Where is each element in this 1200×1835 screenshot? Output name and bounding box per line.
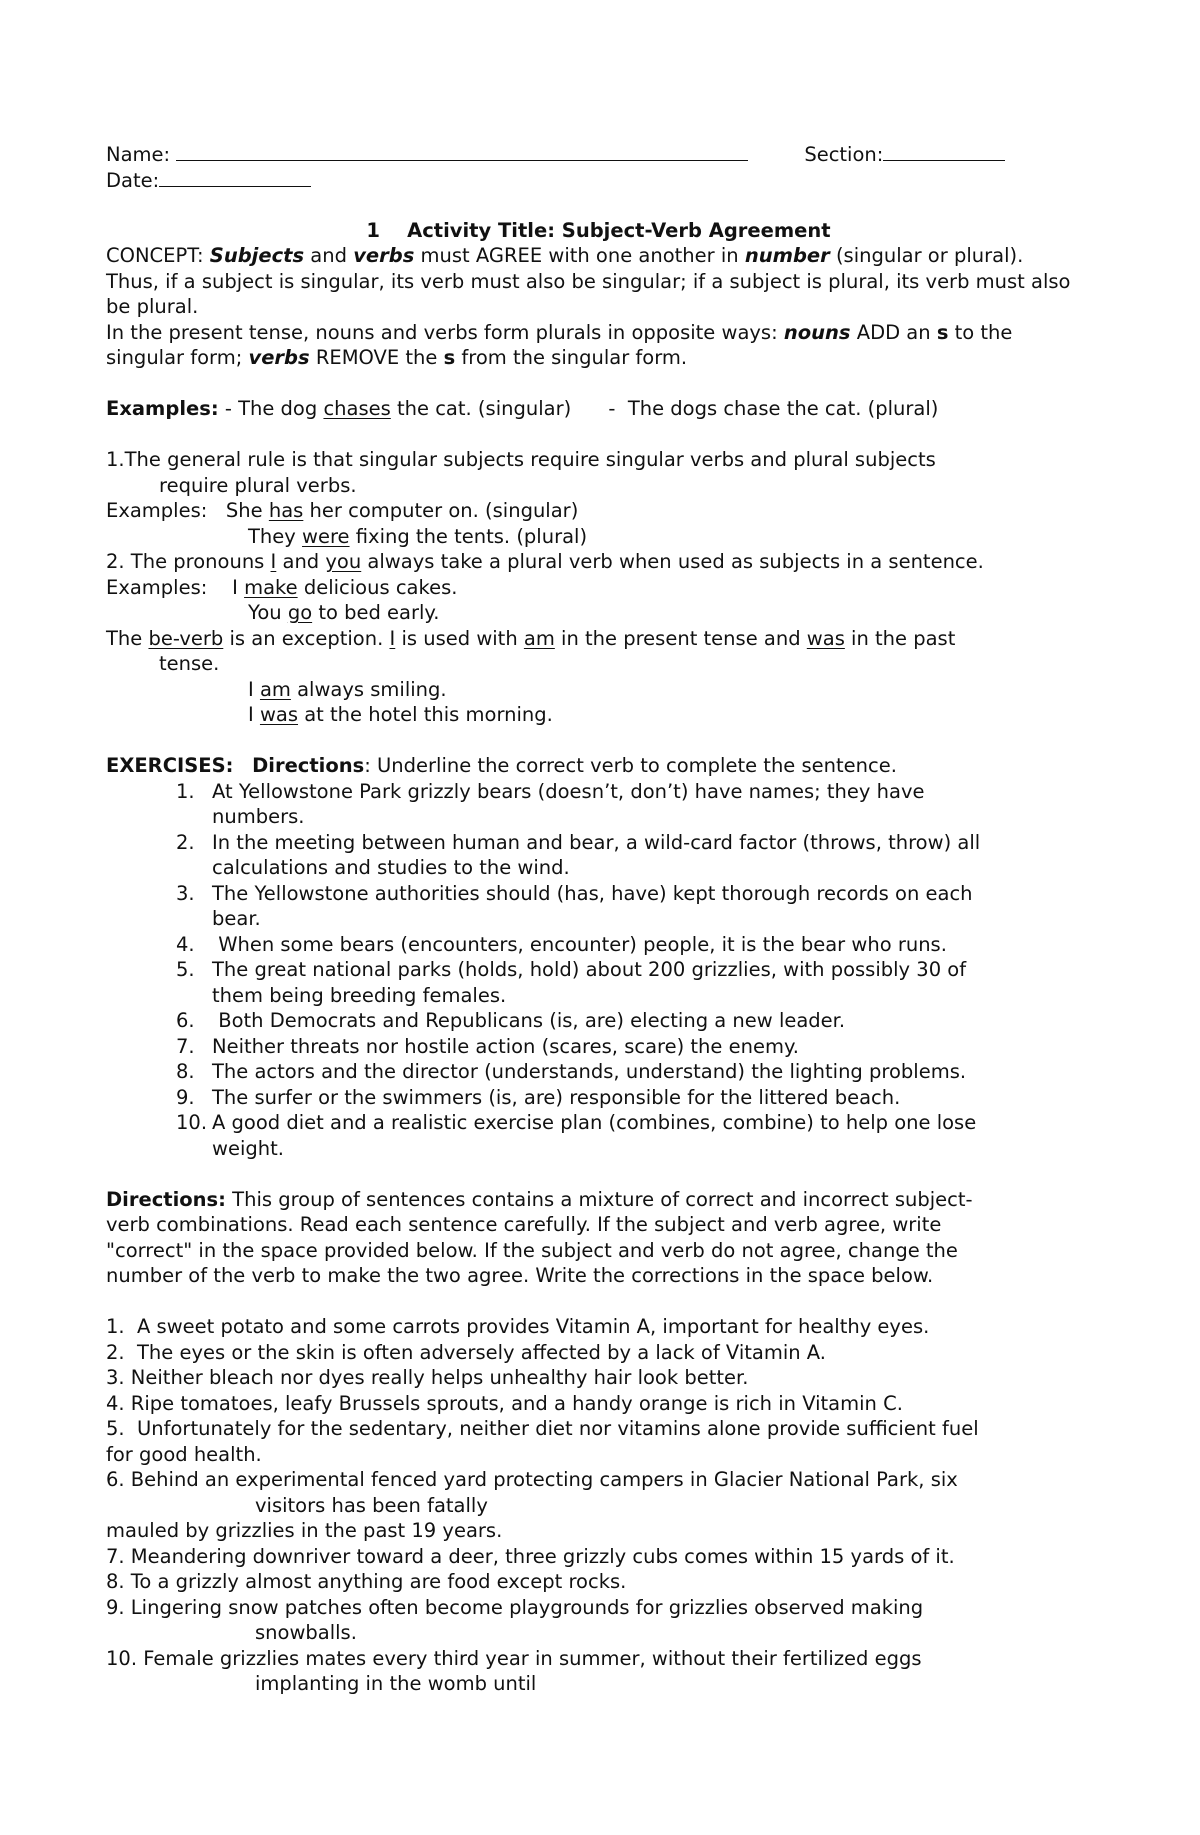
rule-text: in the past xyxy=(844,626,956,650)
rule-text: and xyxy=(276,550,326,573)
rule1-example xyxy=(106,498,1091,524)
sentence-item: 9. Lingering snow patches often become playgrounds for grizzlies observed making xyxy=(106,1595,924,1619)
section-label: Section: xyxy=(804,143,884,166)
exercise-number: 2. xyxy=(176,830,195,854)
directions2-label: Directions: xyxy=(106,1187,226,1211)
name-label: Name: xyxy=(106,143,171,166)
exercise-item xyxy=(106,881,1091,932)
title-number: 1 xyxy=(366,218,380,242)
example-text: always smiling. xyxy=(290,677,447,701)
rule-text: is an exception. xyxy=(223,626,390,650)
concept-text: and xyxy=(304,244,354,267)
sentence-item: 2. The eyes or the skin is often adversely affected by a lack of Vitamin A. xyxy=(106,1340,827,1364)
example-verb: make xyxy=(244,575,298,599)
be-verb-line: tense. xyxy=(159,652,220,675)
rule1-line: 1.The general rule is that singular subjects require singular verbs and plural subjects xyxy=(106,448,936,471)
exercise-text[interactable]: bear. xyxy=(212,907,261,930)
section-blank[interactable] xyxy=(883,141,1005,161)
worksheet-page xyxy=(106,141,1091,1697)
rule2-example xyxy=(106,600,1091,626)
date-label: Date: xyxy=(106,168,160,192)
name-blank[interactable] xyxy=(176,141,748,161)
exercise-text[interactable]: Both Democrats and Republicans (is, are) electing a new leader. xyxy=(212,1009,846,1032)
exercises-label: EXERCISES: xyxy=(106,754,234,777)
exercise-text[interactable]: The great national parks (holds, hold) about 200 grizzlies, with possibly 30 of xyxy=(212,958,967,981)
sentence-item: snowballs. xyxy=(255,1621,357,1644)
exercise-item xyxy=(106,1085,1091,1111)
exercise-text[interactable]: The Yellowstone authorities should (has, have) kept thorough records on each xyxy=(212,881,973,905)
directions2-line: verb combinations. Read each sentence carefully. If the subject and verb agree, write xyxy=(106,1213,942,1236)
example-verb: chases xyxy=(323,397,391,420)
exercise-text[interactable]: At Yellowstone Park grizzly bears (doesn’t, don’t) have names; they have xyxy=(212,779,925,803)
concept-number: number xyxy=(744,244,830,267)
be-verb-line xyxy=(106,626,1091,652)
rule2-example xyxy=(106,575,1091,601)
exercise-item xyxy=(106,1008,1091,1034)
exercise-text[interactable]: Neither threats nor hostile action (scares, scare) the enemy. xyxy=(212,1034,799,1058)
exercise-item xyxy=(106,957,1091,1008)
exercise-item xyxy=(106,1110,1091,1161)
example-verb: was xyxy=(259,703,299,726)
sentence-item: implanting in the womb until xyxy=(255,1672,537,1695)
rule-keyword: I xyxy=(389,626,396,650)
concept-paragraph xyxy=(106,243,1081,320)
exercise-text[interactable]: In the meeting between human and bear, a wild-card factor (throws, throw) all xyxy=(212,830,981,854)
date-row xyxy=(106,167,1091,193)
directions2-line: number of the verb to make the two agree. Write the corrections in the space below. xyxy=(106,1264,934,1287)
sentence-item: for good health. xyxy=(106,1442,262,1466)
date-blank[interactable] xyxy=(159,167,311,187)
exercise-number: 4. xyxy=(176,932,195,956)
rule-keyword: am xyxy=(523,626,555,650)
plural-s: s xyxy=(443,346,456,369)
example-text: fixing the tents. (plural) xyxy=(349,524,588,548)
exercise-number: 5. xyxy=(176,958,195,981)
exercise-number: 6. xyxy=(176,1009,195,1032)
exercise-number: 7. xyxy=(176,1034,195,1058)
exercise-text[interactable]: calculations and studies to the wind. xyxy=(212,856,570,879)
example-text: - The dog xyxy=(218,397,324,420)
example-text: her computer on. (singular) xyxy=(303,499,579,522)
example-text: Examples: She xyxy=(106,499,269,522)
rule-pronoun: I xyxy=(270,550,277,573)
plural-text: REMOVE the xyxy=(309,346,444,369)
example-text: They xyxy=(248,524,303,548)
example-verb: has xyxy=(268,499,304,522)
example-text: Examples: I xyxy=(106,575,245,599)
exercise-number: 9. xyxy=(176,1085,195,1109)
plural-paragraph xyxy=(106,320,1091,371)
exercise-item xyxy=(106,1059,1091,1085)
directions2-line: "correct" in the space provided below. If the subject and verb do not agree, change the xyxy=(106,1238,958,1262)
concept-text: (singular or plural). Thus, if a subject is singular, its verb must also be singular; if a subject is plural, its verb must also be plural. xyxy=(106,244,1071,318)
examples-label: Examples: xyxy=(106,397,219,420)
sentence-item: 10. Female grizzlies mates every third year in summer, without their fertilized eggs xyxy=(106,1646,922,1670)
plural-text: to the singular form; xyxy=(106,320,1013,369)
exercise-list xyxy=(106,779,1091,1162)
activity-title xyxy=(106,218,1091,244)
rule-text: always take a plural verb when used as subjects in a sentence. xyxy=(361,550,984,573)
sentence-item: 4. Ripe tomatoes, leafy Brussels sprouts, and a handy orange is rich in Vitamin C. xyxy=(106,1391,903,1415)
sentence-item: 3. Neither bleach nor dyes really helps unhealthy hair look better. xyxy=(106,1366,749,1389)
rule-text: is used with xyxy=(395,626,524,650)
rule1-example xyxy=(106,524,1091,550)
exercise-item xyxy=(106,1034,1091,1060)
rule-pronoun: you xyxy=(325,550,362,573)
exercise-text[interactable]: weight. xyxy=(212,1136,284,1160)
exercise-text[interactable]: A good diet and a realistic exercise plan (combines, combine) to help one lose xyxy=(212,1111,977,1134)
example-text: the cat. (singular) - The dogs chase the cat. (plural) xyxy=(390,397,939,420)
directions-label: Directions xyxy=(252,754,365,777)
rule-keyword: was xyxy=(806,626,845,650)
directions2-line xyxy=(106,1187,1091,1213)
example-text: I xyxy=(248,677,260,701)
rule-text: 2. The pronouns xyxy=(106,550,271,573)
exercise-number: 8. xyxy=(176,1060,195,1083)
sentence-item: 5. Unfortunately for the sedentary, neither diet nor vitamins alone provide sufficient fuel xyxy=(106,1417,979,1440)
examples-row xyxy=(106,396,1091,422)
exercise-text[interactable]: The surfer or the swimmers (is, are) responsible for the littered beach. xyxy=(212,1085,901,1109)
exercise-item xyxy=(106,932,1091,958)
exercise-number: 3. xyxy=(176,881,195,905)
rule1-line: require plural verbs. xyxy=(159,473,357,497)
exercises-heading xyxy=(106,753,1091,779)
example-verb: am xyxy=(259,677,291,701)
be-verb-example xyxy=(106,677,1091,703)
directions-text: : Underline the correct verb to complete the sentence. xyxy=(364,754,897,777)
sentence-item: 1. A sweet potato and some carrots provides Vitamin A, important for healthy eyes. xyxy=(106,1315,930,1338)
sentence-item: visitors has been fatally xyxy=(255,1493,488,1517)
sentence-item: 7. Meandering downriver toward a deer, three grizzly cubs comes within 15 yards of it. xyxy=(106,1544,955,1568)
example-text: delicious cakes. xyxy=(297,575,458,599)
concept-text: must AGREE with one another in xyxy=(414,244,745,267)
plural-text: In the present tense, nouns and verbs form plurals in opposite ways: xyxy=(106,320,784,344)
plural-verbs: verbs xyxy=(248,346,310,369)
plural-text: from the singular form. xyxy=(455,346,688,369)
concept-verbs: verbs xyxy=(353,244,415,267)
example-verb: go xyxy=(287,601,313,624)
plural-text: ADD an xyxy=(850,320,937,344)
exercise-text[interactable]: numbers. xyxy=(212,805,305,828)
title-text: Activity Title: Subject-Verb Agreement xyxy=(407,218,831,242)
exercise-text[interactable]: them being breeding females. xyxy=(212,983,507,1007)
exercise-item xyxy=(106,830,1091,881)
rule-text: The xyxy=(106,626,149,650)
exercise-number: 10. xyxy=(176,1111,208,1134)
example-text: You xyxy=(248,601,288,624)
exercise-number: 1. xyxy=(176,779,195,803)
example-text: I xyxy=(248,703,260,726)
exercise-text[interactable]: When some bears (encounters, encounter) people, it is the bear who runs. xyxy=(212,932,947,956)
example-text: to bed early. xyxy=(312,601,440,624)
concept-text: CONCEPT: xyxy=(106,244,210,267)
sentence-item: 6. Behind an experimental fenced yard protecting campers in Glacier National Park, six xyxy=(106,1468,958,1491)
sentence-item: 8. To a grizzly almost anything are food except rocks. xyxy=(106,1570,627,1593)
sentence-item: mauled by grizzlies in the past 19 years. xyxy=(106,1519,503,1542)
example-text: at the hotel this morning. xyxy=(298,703,553,726)
example-verb: were xyxy=(302,524,350,548)
be-verb-example xyxy=(106,702,1091,728)
directions2-text: This group of sentences contains a mixture of correct and incorrect subject- xyxy=(225,1187,973,1211)
plural-nouns: nouns xyxy=(783,320,851,344)
rule2-line xyxy=(106,549,1091,575)
name-row xyxy=(106,141,1091,167)
exercise-item xyxy=(106,779,1091,830)
plural-s: s xyxy=(936,320,949,344)
concept-subjects: Subjects xyxy=(209,244,305,267)
rule-text: in the present tense and xyxy=(554,626,807,650)
exercise-text[interactable]: The actors and the director (understands, understand) the lighting problems. xyxy=(212,1060,967,1083)
rule-keyword: be-verb xyxy=(148,626,224,650)
